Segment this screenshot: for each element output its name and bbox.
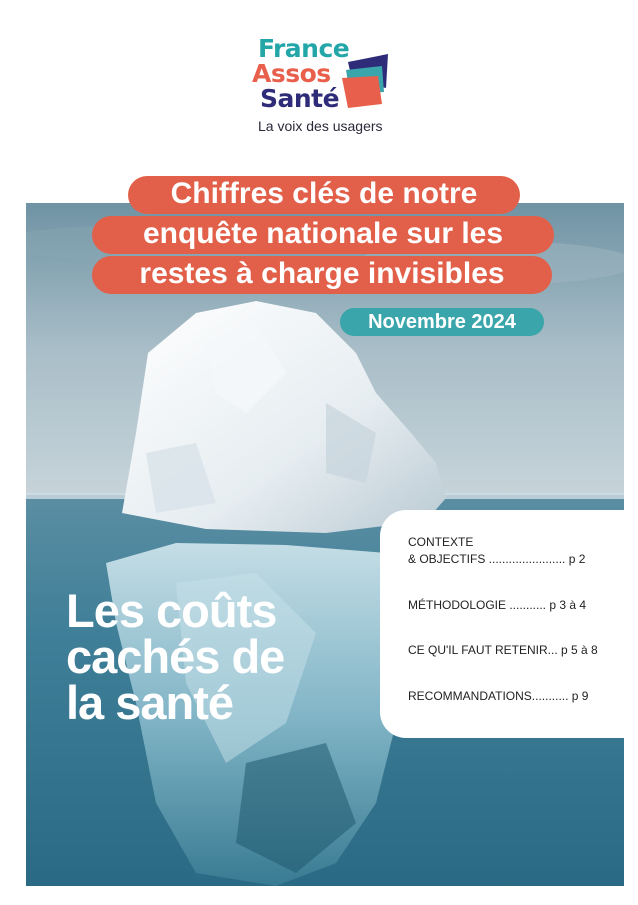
- logo-word-france: France: [258, 34, 350, 63]
- toc-item-label: & OBJECTIFS ....................... p 2: [408, 552, 586, 566]
- toc-item-methodologie[interactable]: [408, 597, 586, 614]
- toc-item-ce-qu-il-faut-retenir[interactable]: [408, 642, 598, 659]
- title-line-3: restes à charge invisibles: [92, 256, 552, 294]
- toc-item-label: MÉTHODOLOGIE ........... p 3 à 4: [408, 598, 587, 612]
- title-line-2: enquête nationale sur les: [92, 216, 554, 254]
- logo-word-assos: Assos: [252, 59, 331, 88]
- brand-logo: [248, 36, 408, 140]
- headline-line-2: cachés de: [66, 630, 285, 683]
- table-of-contents: [380, 510, 638, 738]
- toc-item-label: CONTEXTE: [408, 535, 474, 549]
- speech-bubbles-icon: [342, 54, 394, 108]
- logo-word-sante: Santé: [260, 84, 340, 113]
- headline-line-3: la santé: [66, 676, 234, 729]
- logo-tagline: La voix des usagers: [258, 118, 383, 134]
- title-line-1: Chiffres clés de notre: [128, 176, 520, 214]
- publication-date-badge: Novembre 2024: [340, 308, 544, 336]
- headline-line-1: Les coûts: [66, 584, 277, 637]
- toc-item-recommandations[interactable]: [408, 688, 588, 705]
- toc-item-label: RECOMMANDATIONS........... p 9: [408, 689, 589, 703]
- toc-item-contexte[interactable]: [408, 534, 585, 568]
- cover-headline: [66, 584, 285, 729]
- toc-item-label: CE QU'IL FAUT RETENIR... p 5 à 8: [408, 643, 598, 657]
